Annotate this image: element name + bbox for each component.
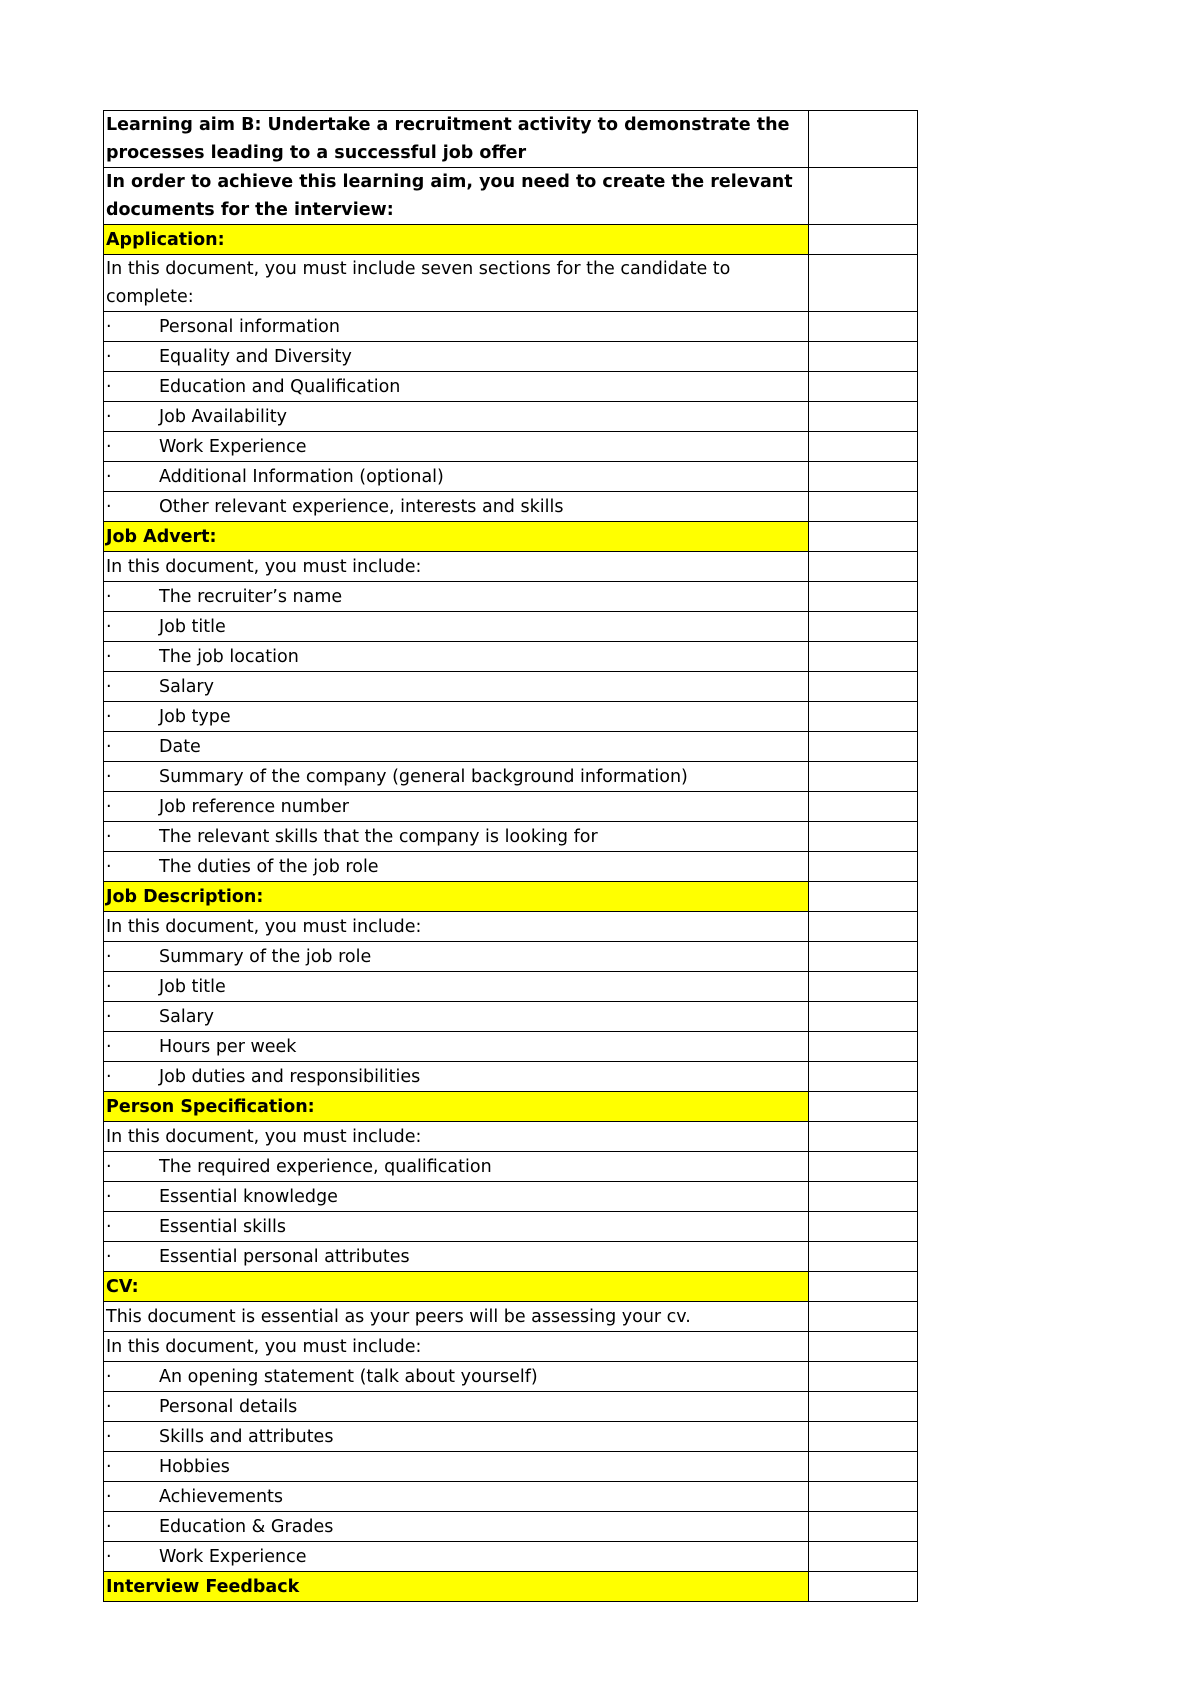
bullet-row — [104, 732, 918, 762]
section-header-row — [104, 522, 918, 552]
bullet-marker: · — [106, 857, 112, 877]
section-header-row — [104, 882, 918, 912]
requirement-text — [104, 1152, 809, 1182]
row-label: CV: — [106, 1277, 139, 1297]
requirement-text — [104, 762, 809, 792]
requirement-text — [104, 312, 809, 342]
bullet-row — [104, 1542, 918, 1572]
row-label: Hobbies — [159, 1457, 230, 1477]
bullet-marker: · — [106, 437, 112, 457]
checkbox-cell[interactable] — [809, 672, 918, 702]
bullet-marker: · — [106, 1217, 112, 1237]
bullet-marker: · — [106, 707, 112, 727]
bullet-row — [104, 1062, 918, 1092]
bullet-marker: · — [106, 1007, 112, 1027]
bullet-marker: · — [106, 1067, 112, 1087]
row-label: Education and Qualification — [159, 377, 401, 397]
checkbox-cell[interactable] — [809, 372, 918, 402]
checkbox-cell[interactable] — [809, 1482, 918, 1512]
row-label: Achievements — [159, 1487, 284, 1507]
row-label: Job Description: — [106, 887, 264, 907]
checkbox-cell[interactable] — [809, 1332, 918, 1362]
checkbox-cell[interactable] — [809, 522, 918, 552]
row-label: Education & Grades — [159, 1517, 334, 1537]
text-row — [104, 255, 918, 312]
checkbox-cell[interactable] — [809, 1392, 918, 1422]
requirement-text — [104, 1062, 809, 1092]
bullet-row — [104, 672, 918, 702]
checkbox-cell[interactable] — [809, 642, 918, 672]
bullet-marker: · — [106, 1037, 112, 1057]
bullet-row — [104, 792, 918, 822]
requirement-text — [104, 1122, 809, 1152]
row-label: In this document, you must include: — [106, 917, 422, 937]
requirement-text — [104, 942, 809, 972]
requirement-text — [104, 822, 809, 852]
requirement-text — [104, 792, 809, 822]
section-header-row — [104, 225, 918, 255]
bullet-row — [104, 1422, 918, 1452]
checkbox-cell[interactable] — [809, 942, 918, 972]
bullet-row — [104, 312, 918, 342]
bullet-row — [104, 1032, 918, 1062]
checkbox-cell[interactable] — [809, 1422, 918, 1452]
checkbox-cell[interactable] — [809, 1122, 918, 1152]
requirement-text — [104, 1002, 809, 1032]
bullet-marker: · — [106, 797, 112, 817]
requirement-text — [104, 462, 809, 492]
bullet-marker: · — [106, 1367, 112, 1387]
row-label: Summary of the company (general background information) — [159, 767, 688, 787]
bullet-marker: · — [106, 617, 112, 637]
checkbox-cell[interactable] — [809, 972, 918, 1002]
row-label: Person Specification: — [106, 1097, 315, 1117]
checkbox-cell[interactable] — [809, 1302, 918, 1332]
checkbox-cell[interactable] — [809, 702, 918, 732]
row-label: Salary — [159, 1007, 214, 1027]
checkbox-cell[interactable] — [809, 612, 918, 642]
bullet-row — [104, 342, 918, 372]
bullet-row — [104, 702, 918, 732]
row-label: Additional Information (optional) — [159, 467, 444, 487]
row-label: The job location — [159, 647, 299, 667]
requirement-text — [104, 1212, 809, 1242]
bullet-marker: · — [106, 767, 112, 787]
bullet-row — [104, 1212, 918, 1242]
bullet-row — [104, 762, 918, 792]
bullet-row — [104, 1512, 918, 1542]
requirement-text — [104, 1032, 809, 1062]
checkbox-cell[interactable] — [809, 1542, 918, 1572]
section-title — [104, 1572, 809, 1602]
bullet-row — [104, 852, 918, 882]
checkbox-cell[interactable] — [809, 822, 918, 852]
row-label: In this document, you must include seven sections for the candidate to complete: — [106, 259, 731, 307]
section-header-row — [104, 1092, 918, 1122]
row-label: Personal information — [159, 317, 340, 337]
bullet-marker: · — [106, 347, 112, 367]
bullet-marker: · — [106, 1157, 112, 1177]
checkbox-cell[interactable] — [809, 762, 918, 792]
requirement-text — [104, 492, 809, 522]
checkbox-cell[interactable] — [809, 1572, 918, 1602]
checkbox-cell[interactable] — [809, 1032, 918, 1062]
row-label: Job type — [159, 707, 231, 727]
row-label: Work Experience — [159, 1547, 307, 1567]
text-row — [104, 1122, 918, 1152]
requirement-text — [104, 1242, 809, 1272]
checkbox-cell[interactable] — [809, 255, 918, 312]
row-label: Other relevant experience, interests and skills — [159, 497, 564, 517]
bullet-marker: · — [106, 467, 112, 487]
row-label: This document is essential as your peers will be assessing your cv. — [106, 1307, 691, 1327]
checkbox-cell[interactable] — [809, 462, 918, 492]
row-label: The relevant skills that the company is looking for — [159, 827, 598, 847]
row-label: Personal details — [159, 1397, 298, 1417]
row-label: Essential skills — [159, 1217, 286, 1237]
checkbox-cell[interactable] — [809, 882, 918, 912]
checkbox-cell[interactable] — [809, 552, 918, 582]
checkbox-cell[interactable] — [809, 1002, 918, 1032]
row-label: Job Availability — [159, 407, 287, 427]
row-label: Job title — [159, 977, 226, 997]
bullet-row — [104, 1242, 918, 1272]
bullet-marker: · — [106, 377, 112, 397]
checkbox-cell[interactable] — [809, 1362, 918, 1392]
requirement-text — [104, 642, 809, 672]
checkbox-cell[interactable] — [809, 1242, 918, 1272]
bullet-marker: · — [106, 977, 112, 997]
requirement-text — [104, 432, 809, 462]
requirement-text — [104, 582, 809, 612]
requirement-text — [104, 1392, 809, 1422]
row-label: Hours per week — [159, 1037, 297, 1057]
requirement-text — [104, 255, 809, 312]
bullet-marker: · — [106, 827, 112, 847]
bullet-marker: · — [106, 317, 112, 337]
bullet-marker: · — [106, 947, 112, 967]
bullet-marker: · — [106, 497, 112, 517]
bullet-row — [104, 372, 918, 402]
bullet-row — [104, 1002, 918, 1032]
requirement-text — [104, 972, 809, 1002]
text-row — [104, 1302, 918, 1332]
checkbox-cell[interactable] — [809, 1182, 918, 1212]
bullet-row — [104, 1392, 918, 1422]
row-label: Date — [159, 737, 201, 757]
section-title — [104, 225, 809, 255]
requirement-text — [104, 402, 809, 432]
row-label: Job Advert: — [106, 527, 217, 547]
bullet-row — [104, 1452, 918, 1482]
text-row — [104, 111, 918, 168]
checkbox-cell[interactable] — [809, 852, 918, 882]
requirement-text — [104, 732, 809, 762]
bullet-marker: · — [106, 1457, 112, 1477]
requirement-text — [104, 1512, 809, 1542]
section-title — [104, 1092, 809, 1122]
checkbox-cell[interactable] — [809, 582, 918, 612]
checkbox-cell[interactable] — [809, 225, 918, 255]
row-label: Application: — [106, 230, 225, 250]
checkbox-cell[interactable] — [809, 1062, 918, 1092]
requirement-text — [104, 1182, 809, 1212]
checkbox-cell[interactable] — [809, 732, 918, 762]
bullet-row — [104, 492, 918, 522]
requirement-text — [104, 1422, 809, 1452]
row-label: Learning aim B: Undertake a recruitment activity to demonstrate the processes leading to a successful job offer — [106, 115, 790, 163]
row-label: Equality and Diversity — [159, 347, 352, 367]
requirement-text — [104, 372, 809, 402]
checkbox-cell[interactable] — [809, 1092, 918, 1122]
bullet-marker: · — [106, 1247, 112, 1267]
bullet-row — [104, 402, 918, 432]
bullet-marker: · — [106, 407, 112, 427]
row-label: Interview Feedback — [106, 1577, 300, 1597]
row-label: Essential personal attributes — [159, 1247, 410, 1267]
bullet-row — [104, 432, 918, 462]
bullet-marker: · — [106, 1187, 112, 1207]
requirement-text — [104, 1482, 809, 1512]
row-label: The recruiter’s name — [159, 587, 343, 607]
row-label: Summary of the job role — [159, 947, 372, 967]
checklist-table — [103, 110, 918, 1602]
checkbox-cell[interactable] — [809, 432, 918, 462]
requirement-text — [104, 702, 809, 732]
bullet-row — [104, 1482, 918, 1512]
requirement-text — [104, 672, 809, 702]
bullet-marker: · — [106, 677, 112, 697]
requirement-text — [104, 612, 809, 642]
bullet-row — [104, 1152, 918, 1182]
checkbox-cell[interactable] — [809, 342, 918, 372]
bullet-row — [104, 462, 918, 492]
bullet-row — [104, 972, 918, 1002]
requirement-text — [104, 1302, 809, 1332]
row-label: Essential knowledge — [159, 1187, 338, 1207]
row-label: In order to achieve this learning aim, you need to create the relevant documents for the interview: — [106, 172, 793, 220]
section-header-row — [104, 1572, 918, 1602]
bullet-marker: · — [106, 1397, 112, 1417]
section-header-row — [104, 1272, 918, 1302]
requirement-text — [104, 1332, 809, 1362]
bullet-row — [104, 582, 918, 612]
row-label: Skills and attributes — [159, 1427, 334, 1447]
requirement-text — [104, 552, 809, 582]
checkbox-cell[interactable] — [809, 312, 918, 342]
row-label: Job title — [159, 617, 226, 637]
checkbox-cell[interactable] — [809, 1512, 918, 1542]
row-label: Salary — [159, 677, 214, 697]
checkbox-cell[interactable] — [809, 111, 918, 168]
requirement-text — [104, 1542, 809, 1572]
requirement-text — [104, 111, 809, 168]
checkbox-cell[interactable] — [809, 402, 918, 432]
section-title — [104, 522, 809, 552]
bullet-row — [104, 942, 918, 972]
text-row — [104, 1332, 918, 1362]
row-label: Job duties and responsibilities — [159, 1067, 421, 1087]
requirement-text — [104, 912, 809, 942]
text-row — [104, 552, 918, 582]
bullet-marker: · — [106, 737, 112, 757]
bullet-row — [104, 1362, 918, 1392]
checkbox-cell[interactable] — [809, 792, 918, 822]
row-label: An opening statement (talk about yourself) — [159, 1367, 538, 1387]
section-title — [104, 1272, 809, 1302]
requirement-text — [104, 1362, 809, 1392]
bullet-row — [104, 822, 918, 852]
requirement-text — [104, 168, 809, 225]
row-label: Work Experience — [159, 437, 307, 457]
text-row — [104, 912, 918, 942]
row-label: In this document, you must include: — [106, 557, 422, 577]
row-label: In this document, you must include: — [106, 1127, 422, 1147]
bullet-marker: · — [106, 1547, 112, 1567]
bullet-row — [104, 1182, 918, 1212]
bullet-marker: · — [106, 1427, 112, 1447]
checkbox-cell[interactable] — [809, 912, 918, 942]
requirement-text — [104, 852, 809, 882]
bullet-row — [104, 612, 918, 642]
requirement-text — [104, 1452, 809, 1482]
row-label: The duties of the job role — [159, 857, 379, 877]
checkbox-cell[interactable] — [809, 492, 918, 522]
checkbox-cell[interactable] — [809, 168, 918, 225]
section-title — [104, 882, 809, 912]
checkbox-cell[interactable] — [809, 1152, 918, 1182]
row-label: Job reference number — [159, 797, 349, 817]
bullet-marker: · — [106, 587, 112, 607]
checkbox-cell[interactable] — [809, 1452, 918, 1482]
row-label: The required experience, qualification — [159, 1157, 492, 1177]
row-label: In this document, you must include: — [106, 1337, 422, 1357]
bullet-marker: · — [106, 1517, 112, 1537]
bullet-marker: · — [106, 1487, 112, 1507]
text-row — [104, 168, 918, 225]
requirement-text — [104, 342, 809, 372]
checkbox-cell[interactable] — [809, 1272, 918, 1302]
checkbox-cell[interactable] — [809, 1212, 918, 1242]
bullet-marker: · — [106, 647, 112, 667]
bullet-row — [104, 642, 918, 672]
